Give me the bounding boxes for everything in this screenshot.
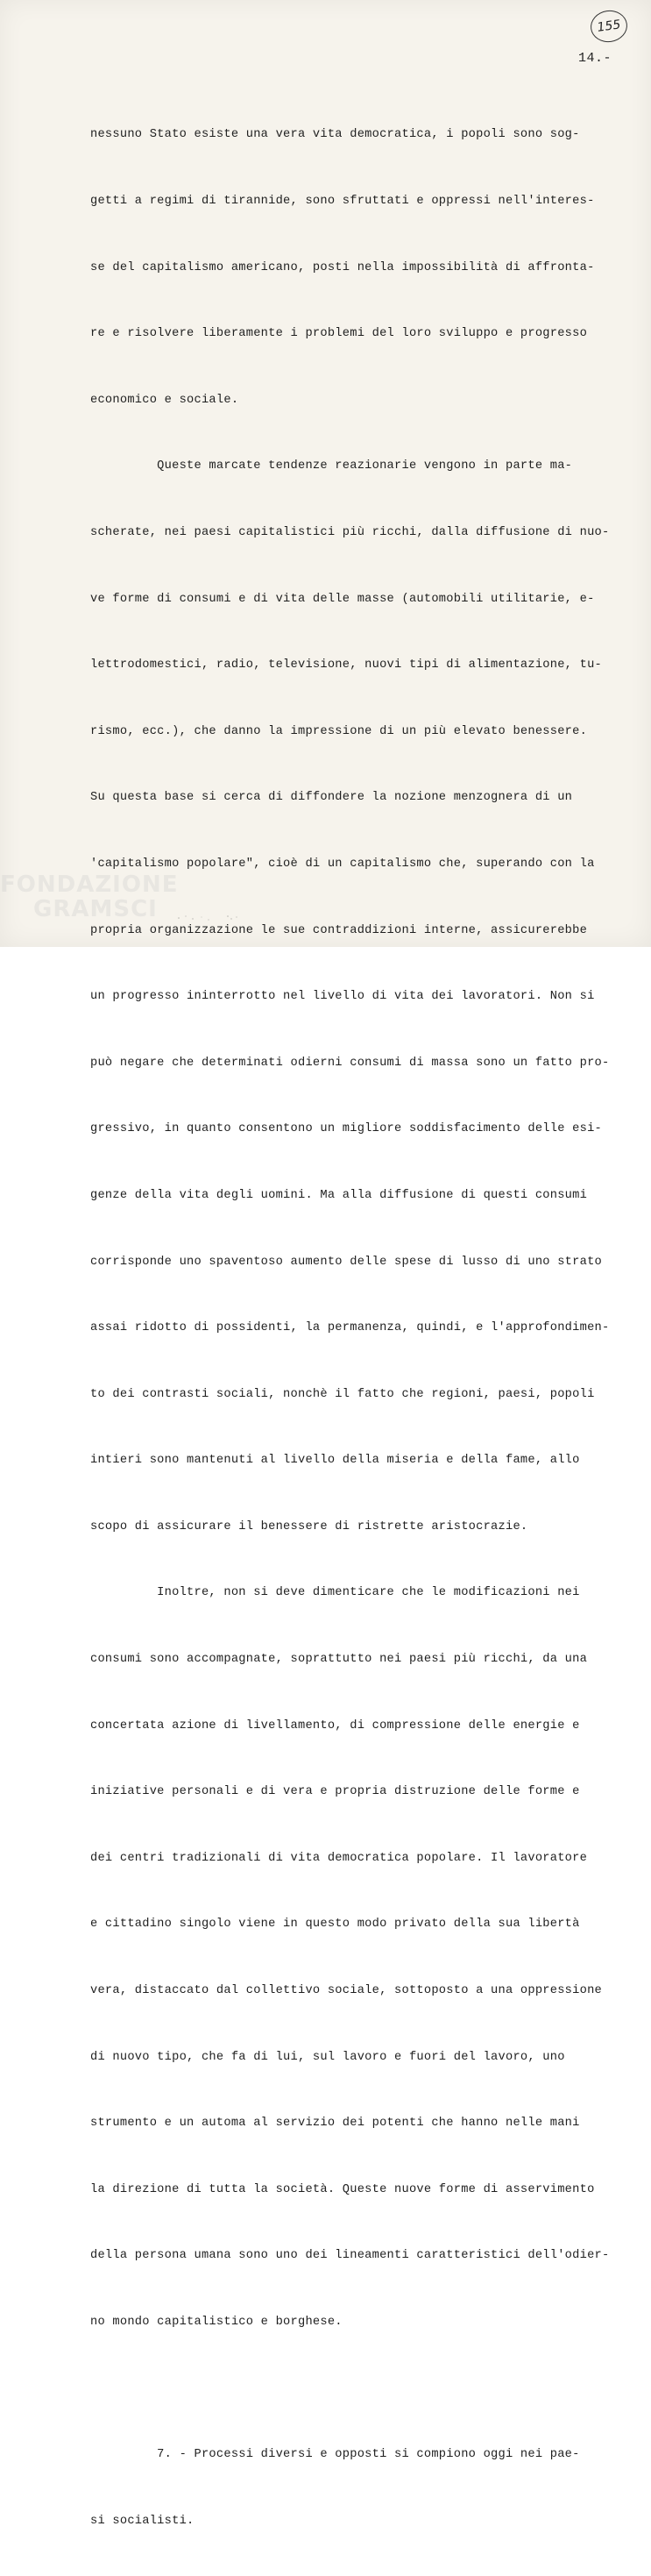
typewritten-text bbox=[90, 80, 633, 2576]
scan-speckle bbox=[175, 912, 245, 924]
text-line: getti a regimi di tirannide, sono sfruttati e oppressi nell'interes- bbox=[90, 195, 595, 208]
text-line: vera, distaccato dal collettivo sociale, sottoposto a una oppressione bbox=[90, 1984, 603, 1998]
text-line bbox=[90, 2378, 633, 2400]
text-line: se del capitalismo americano, posti nella impossibilità di affronta- bbox=[90, 260, 595, 274]
text-line: lettrodomestici, radio, televisione, nuovi tipi di alimentazione, tu- bbox=[90, 658, 603, 672]
text-line: scopo di assicurare il benessere di ristrette aristocrazie. bbox=[90, 1519, 528, 1534]
text-line: concertata azione di livellamento, di compressione delle energie e bbox=[90, 1719, 580, 1733]
text-line: Queste marcate tendenze reazionarie vengono in parte ma- bbox=[90, 459, 573, 473]
text-line: to dei contrasti sociali, nonchè il fatto che regioni, paesi, popoli bbox=[90, 1387, 595, 1401]
text-line: rismo, ecc.), che danno la impressione di un più elevato benessere. bbox=[90, 724, 588, 738]
text-line: 7. - Processi diversi e opposti si compiono oggi nei pae- bbox=[90, 2448, 580, 2462]
archive-stamp bbox=[589, 8, 630, 44]
text-line: iniziative personali e di vera e propria distruzione delle forme e bbox=[90, 1785, 580, 1799]
text-line: strumento e un automa al servizio dei potenti che hanno nelle mani bbox=[90, 2117, 580, 2131]
text-line: scherate, nei paesi capitalistici più ricchi, dalla diffusione di nuo- bbox=[90, 525, 610, 539]
text-line: dei centri tradizionali di vita democratica popolare. Il lavoratore bbox=[90, 1851, 588, 1865]
text-line: genze della vita degli uomini. Ma alla diffusione di questi consumi bbox=[90, 1188, 588, 1202]
text-line: della persona umana sono uno dei lineamenti caratteristici dell'odier- bbox=[90, 2249, 610, 2263]
text-line: ve forme di consumi e di vita delle masse (automobili utilitarie, e- bbox=[90, 592, 595, 606]
text-line: consumi sono accompagnate, soprattutto nei paesi più ricchi, da una bbox=[90, 1653, 588, 1667]
text-line: economico e sociale. bbox=[90, 393, 239, 407]
page-number: 14.- bbox=[578, 51, 612, 66]
watermark-line: FONDAZIONE bbox=[0, 872, 179, 898]
text-line: e cittadino singolo viene in questo modo privato della sua libertà bbox=[90, 1918, 580, 1932]
watermark-line: GRAMSCI bbox=[33, 896, 158, 922]
text-line: un progresso ininterrotto nel livello di vita dei lavoratori. Non si bbox=[90, 990, 595, 1004]
text-line: Inoltre, non si deve dimenticare che le modificazioni nei bbox=[90, 1586, 580, 1600]
text-line: no mondo capitalistico e borghese. bbox=[90, 2316, 343, 2329]
text-line: propria organizzazione le sue contraddizioni interne, assicurerebbe bbox=[90, 923, 588, 937]
text-line: assai ridotto di possidenti, la permanenza, quindi, e l'approfondimen- bbox=[90, 1321, 610, 1335]
text-line: nessuno Stato esiste una vera vita democratica, i popoli sono sog- bbox=[90, 128, 580, 142]
text-line: di nuovo tipo, che fa di lui, sul lavoro e fuori del lavoro, uno bbox=[90, 2050, 565, 2064]
text-line: può negare che determinati odierni consumi di massa sono un fatto pro- bbox=[90, 1056, 610, 1070]
archive-number: 155 bbox=[596, 18, 622, 35]
text-line: re e risolvere liberamente i problemi del loro sviluppo e progresso bbox=[90, 327, 588, 341]
text-line: intieri sono mantenuti al livello della miseria e della fame, allo bbox=[90, 1454, 580, 1468]
text-line: gressivo, in quanto consentono un migliore soddisfacimento delle esi- bbox=[90, 1122, 603, 1136]
text-line: Su questa base si cerca di diffondere la nozione menzognera di un bbox=[90, 791, 573, 805]
text-line: 'capitalismo popolare", cioè di un capitalismo che, superando con la bbox=[90, 857, 595, 871]
text-line: la direzione di tutta la società. Queste nuove forme di asservimento bbox=[90, 2182, 595, 2196]
text-line: si socialisti. bbox=[90, 2514, 195, 2528]
text-line: corrisponde uno spaventoso aumento delle spese di lusso di uno strato bbox=[90, 1255, 603, 1269]
